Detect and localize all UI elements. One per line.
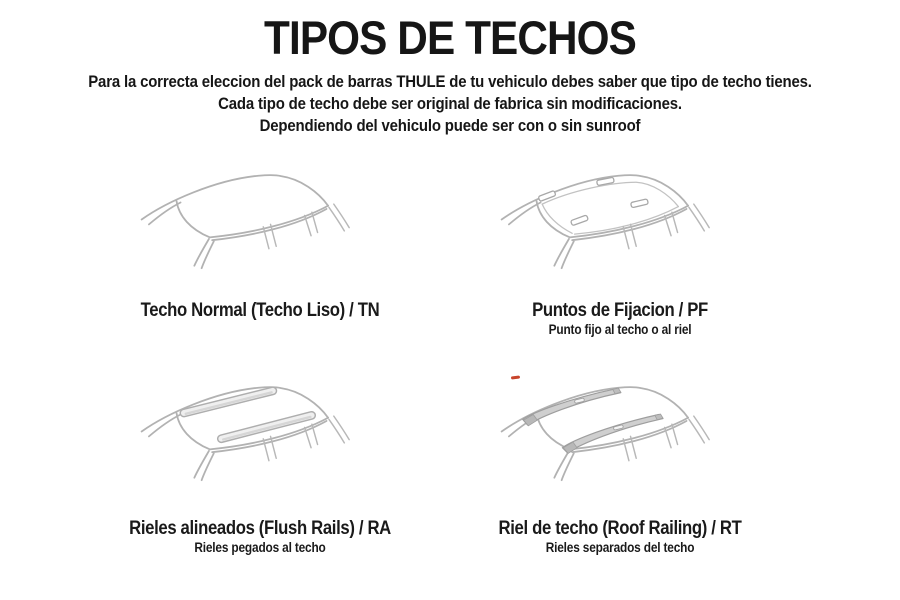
intro-line-2: Cada tipo de techo debe ser original de fabrica sin modificaciones.	[218, 94, 682, 113]
caption-ra: Rieles alineados (Flush Rails) / RA	[129, 518, 391, 539]
intro-line-1: Para la correcta eleccion del pack de barras THULE de tu vehiculo debes saber que tipo de techo tienes.	[88, 72, 812, 91]
raised-railing-roof-illustration	[490, 378, 750, 498]
flush-rails-roof-illustration	[130, 378, 390, 498]
fixpoint-roof-illustration	[490, 166, 750, 286]
roof-type-ra	[60, 368, 460, 556]
subcaption-ra: Rieles pegados al techo	[194, 540, 326, 555]
subcaption-pf: Punto fijo al techo o al riel	[548, 322, 692, 337]
normal-roof-illustration	[130, 166, 390, 286]
roof-type-pf	[420, 156, 820, 338]
caption-tn: Techo Normal (Techo Liso) / TN	[140, 300, 380, 321]
intro-text	[54, 71, 846, 137]
intro-line-3: Dependiendo del vehiculo puede ser con o sin sunroof	[259, 116, 641, 135]
roof-type-rt	[420, 368, 820, 556]
roof-type-tn	[60, 156, 460, 322]
page-title: TIPOS DE TECHOS	[264, 11, 636, 64]
caption-rt: Riel de techo (Roof Railing) / RT	[498, 518, 742, 539]
caption-pf: Puntos de Fijacion / PF	[532, 300, 708, 321]
subcaption-rt: Rieles separados del techo	[545, 540, 695, 555]
